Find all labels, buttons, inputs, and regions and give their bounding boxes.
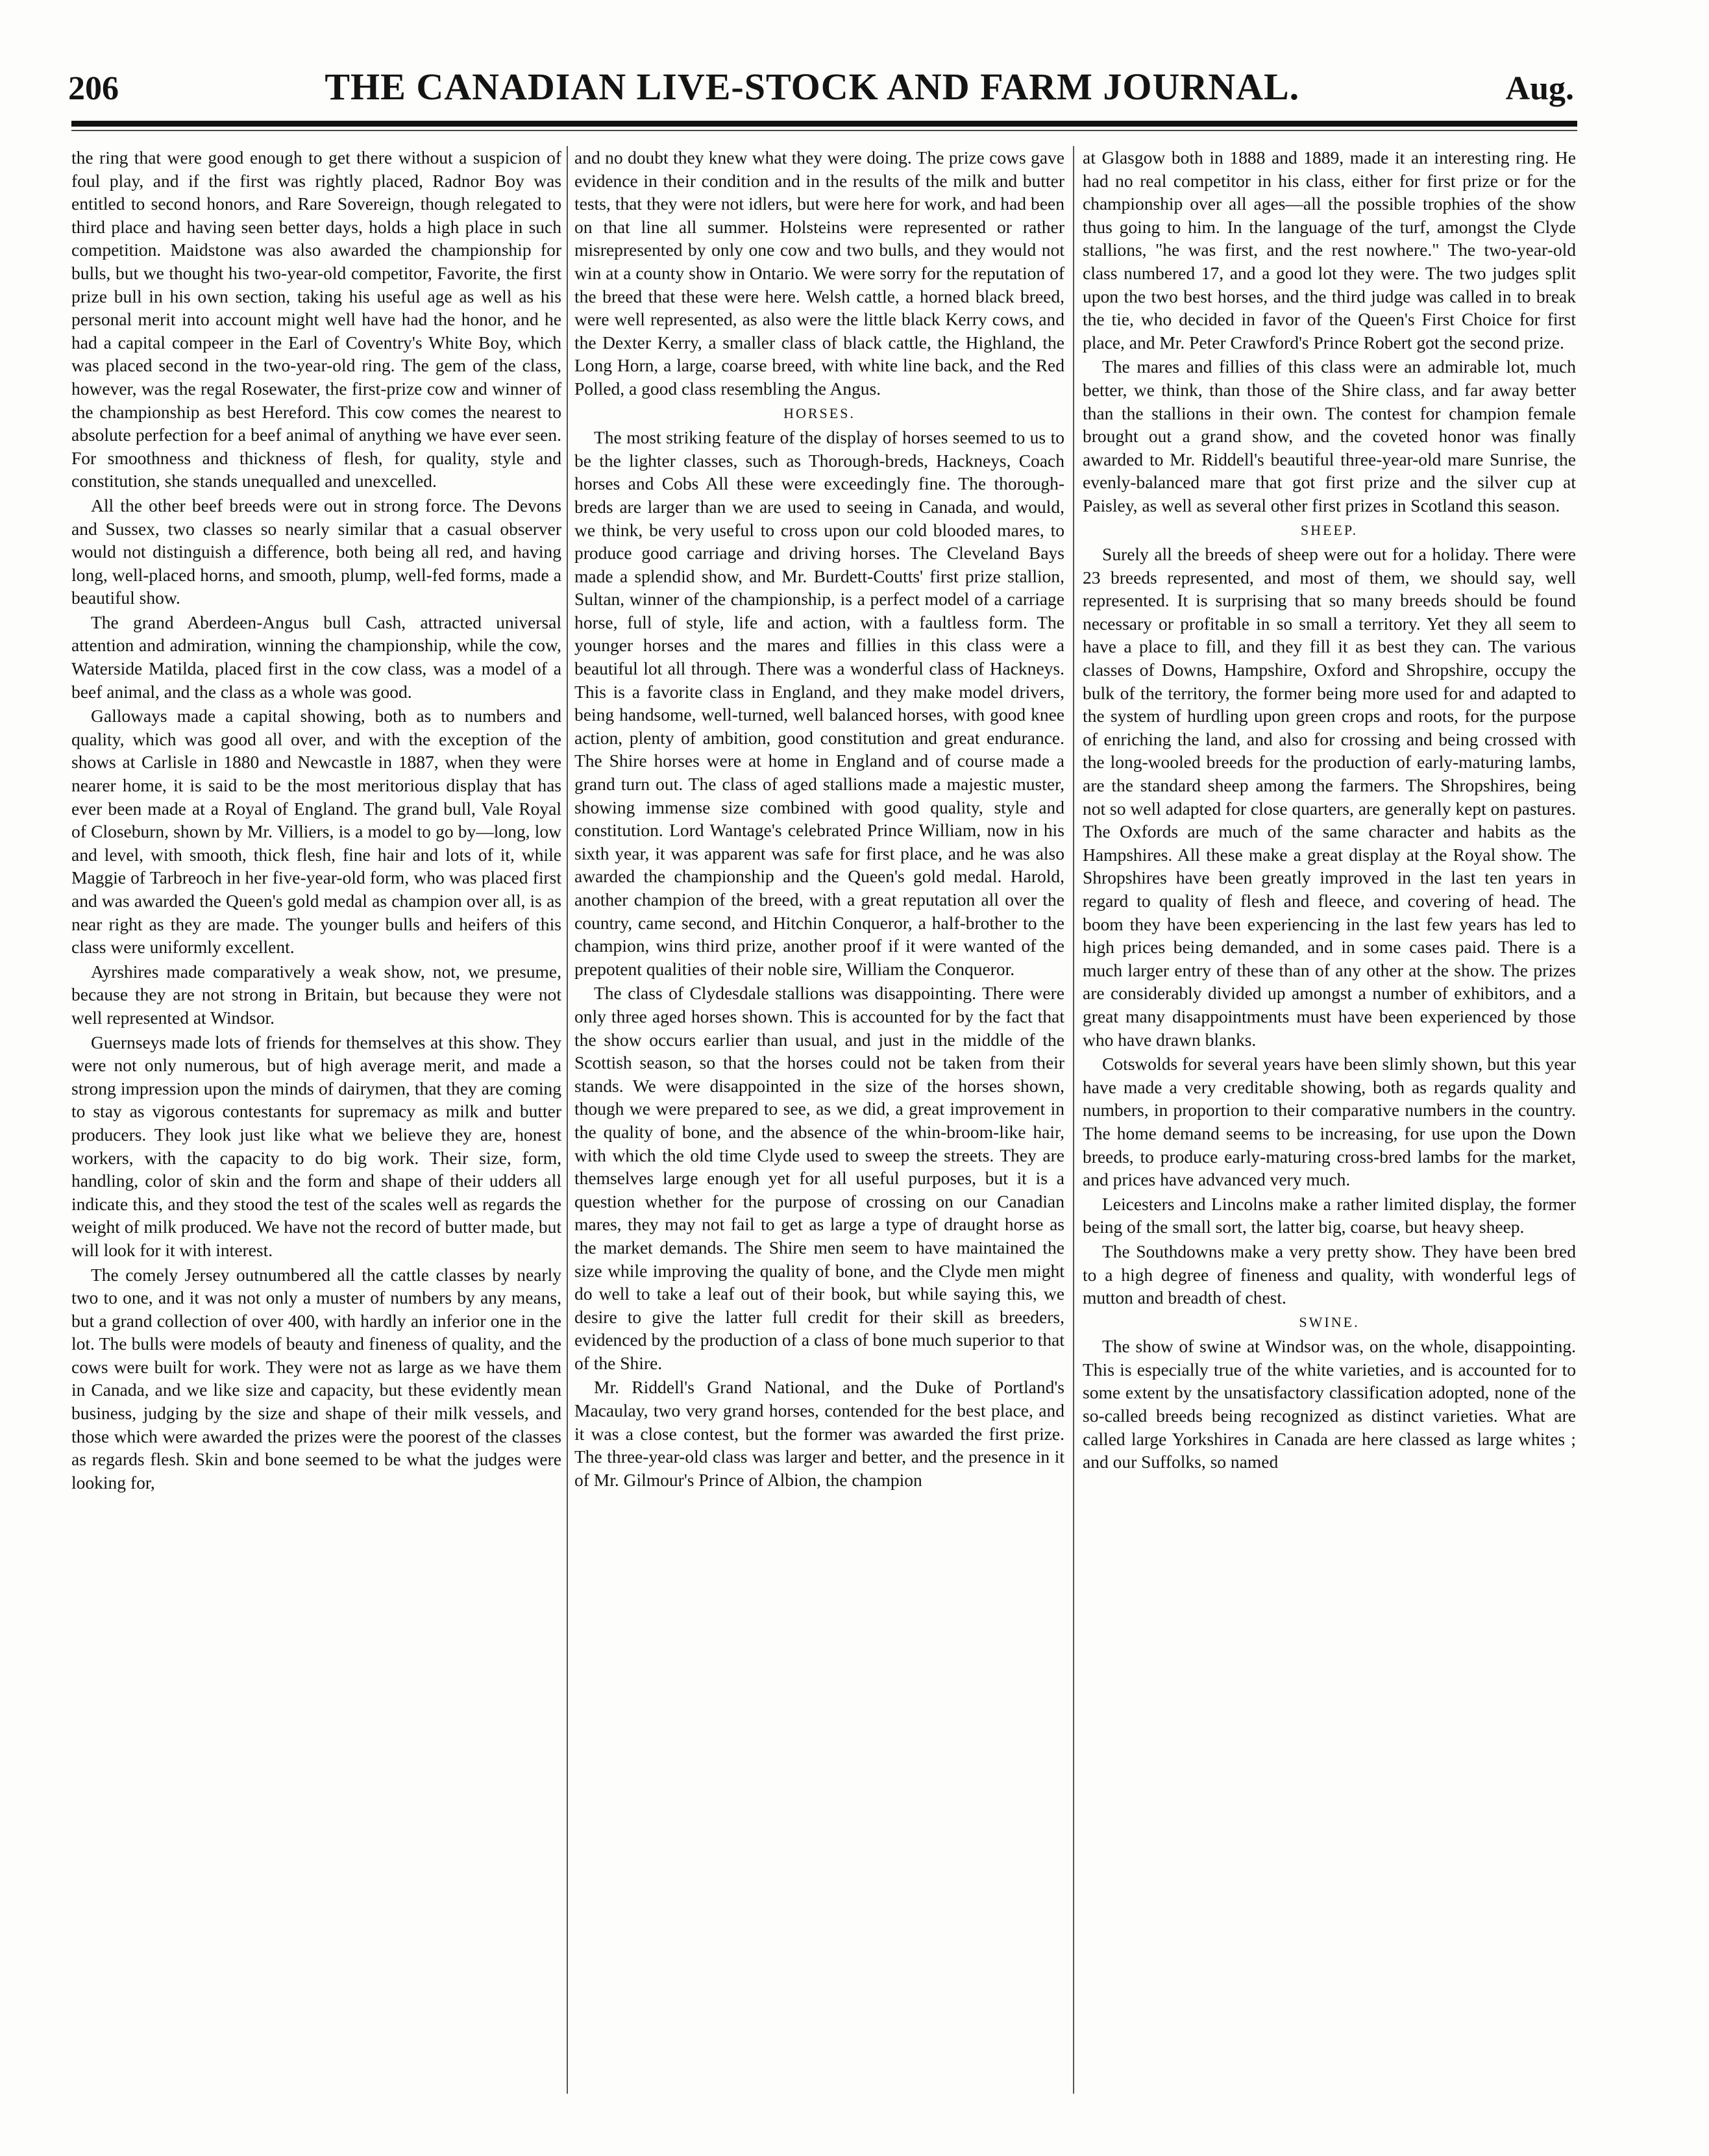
paragraph: Surely all the breeds of sheep were out for a holiday. There were 23 breeds represented, and most of them, we should say, well represented. It is surprising that so many breeds should be found necessary or profitable in so small a territory. Yet they all seem to have a place to fill, and they fill it as best they can. The various classes of Downs, Hampshire, Oxford and Shropshire, occupy the bulk of the territory, the former being more used for and adapted to the system of hurdling upon green crops and roots, for the purpose of enriching the land, and also for crossing and being crossed with the long-wooled breeds for the production of early-maturing lambs, are the standard sheep among the farmers. The Shropshires, being not so well adapted for close quarters, are generally kept on pastures. The Oxfords are much of the same character and habits as the Hampshires. All these make a great display at the Royal show. The Shropshires have been greatly improved in the last ten years in regard to quality of flesh and fleece, and covering of head. The boom they have been experiencing in the last few years has led to high prices being demanded, and in some cases paid. There is a much larger entry of these than of any other at the show. The prizes are considerably divided up amongst a number of exhibitors, and a great many disappointments must have been experienced by those who have drawn blanks.	[1083, 544, 1576, 1050]
column-2	[574, 146, 1064, 2107]
column-1	[71, 146, 561, 2107]
paragraph: The mares and fillies of this class were an admirable lot, much better, we think, than those of the Shire class, and far away better than the stallions in their own. The contest for champion female brought out a grand show, and the coveted honor was finally awarded to Mr. Riddell's beautiful three-year-old mare Sunrise, the evenly-balanced mare that got first prize and the silver cup at Paisley, as well as several other first prizes in Scotland this season.	[1083, 356, 1576, 515]
paragraph: The class of Clydesdale stallions was disappointing. There were only three aged horses shown. This is accounted for by the fact that the show occurs earlier than usual, and just in the middle of the Scottish season, so that the horses could not be taken from their stands. We were disappointed in the size of the horses shown, though we were prepared to see, as we did, a great improvement in the quality of bone, and the absence of the whin-broom-like hair, with which the old time Clyde used to sweep the streets. They are themselves large enough yet for all useful purposes, but it is a question whether for the purpose of crossing on our Canadian mares, they may not fail to get as large a type of draught horse as the market demands. The Shire men seem to have maintained the size while improving the quality of bone, and the Clyde men might do well to take a leaf out of their book, but while saying this, we desire to give the latter full credit for their skill as breeders, evidenced by the production of a class of bone much superior to that of the Shire.	[574, 983, 1064, 1373]
paragraph: The most striking feature of the display of horses seemed to us to be the lighter classes, such as Thorough-breds, Hackneys, Coach horses and Cobs All these were exceedingly fine. The thorough-breds are larger than we are used to seeing in Canada, and would, we think, be very useful to cross upon our cold blooded mares, to produce good carriage and driving horses. The Cleveland Bays made a splendid show, and Mr. Burdett-Coutts' first prize stallion, Sultan, winner of the championship, is a perfect model of a carriage horse, full of style, life and action, with a faultless form. The younger horses and the mares and fillies in this class were a beautiful lot all through. There was a wonderful class of Hackneys. This is a favorite class in England, and they make model drivers, being handsome, well-turned, well balanced horses, with good knee action, plenty of ambition, good constitution and great endurance. The Shire horses were at home in England and of course made a grand turn out. The class of aged stallions made a majestic muster, showing immense size combined with good quality, style and constitution. Lord Wantage's celebrated Prince William, now in his sixth year, it was apparent was safe for first place, and he was also awarded the championship and the Queen's gold medal. Harold, another champion of the breed, with a great reputation all over the country, came second, and Hitchin Conqueror, a half-brother to the champion, wins third prize, another proof if it were wanted of the prepotent qualities of their noble sire, William the Conqueror.	[574, 427, 1064, 979]
section-heading-swine: SWINE.	[1299, 1313, 1360, 1330]
page-header	[68, 65, 1574, 117]
paragraph: All the other beef breeds were out in strong force. The Devons and Sussex, two classes so nearly similar that a casual observer would not distinguish a difference, both being all red, and having long, well-placed horns, and smooth, plump, well-fed forms, made a beautiful show.	[71, 495, 561, 608]
header-rule	[71, 121, 1577, 127]
paragraph: Guernseys made lots of friends for themselves at this show. They were not only numerous, but of high average merit, and made a strong impression upon the minds of dairymen, that they are coming to stay as vigorous contestants for supremacy as milk and butter producers. They look just like what we believe they are, honest workers, with the capacity to do big work. Their size, form, handling, color of skin and the form and shape of their udders all indicate this, and they stood the test of the scales well as regards the weight of milk produced. We have not the record of butter made, but will look for it with interest.	[71, 1032, 561, 1260]
page-number: 206	[68, 70, 119, 107]
paragraph: Cotswolds for several years have been slimly shown, but this year have made a very creditable showing, both as regards quality and numbers, in proportion to their comparative numbers in the country. The home demand seems to be increasing, for use upon the Down breeds, to produce early-maturing cross-bred lambs for the market, and prices have advanced very much.	[1083, 1054, 1576, 1190]
paragraph: and no doubt they knew what they were doing. The prize cows gave evidence in their condition and in the results of the milk and butter tests, that they were not idlers, but were here for work, and had been on that line all summer. Holsteins were represented or rather misrepresented by only one cow and two bulls, and they would not win at a county show in Ontario. We were sorry for the reputation of the breed that these were here. Welsh cattle, a horned black breed, were well represented, as also were the little black Kerry cows, and the Dexter Kerry, a smaller class of black cattle, the Highland, the Long Horn, a large, coarse breed, with white line back, and the Red Polled, a good class resembling the Angus.	[574, 147, 1064, 399]
journal-title: THE CANADIAN LIVE-STOCK AND FARM JOURNAL.	[325, 66, 1300, 108]
section-heading-sheep: SHEEP.	[1300, 521, 1359, 538]
paragraph: Mr. Riddell's Grand National, and the Duke of Portland's Macaulay, two very grand horses, contended for the best place, and it was a close contest, but the former was awarded the first prize. The three-year-old class was larger and better, and the presence in it of Mr. Gilmour's Prince of Albion, the champion	[574, 1377, 1064, 1490]
column-divider	[567, 146, 568, 2094]
paragraph: The Southdowns make a very pretty show. They have been bred to a high degree of fineness and quality, with wonderful legs of mutton and breadth of chest.	[1083, 1241, 1576, 1308]
paragraph: Leicesters and Lincolns make a rather limited display, the former being of the small sort, the latter big, coarse, but heavy sheep.	[1083, 1193, 1576, 1237]
column-3	[1083, 146, 1576, 2107]
header-rule-thin	[71, 130, 1577, 131]
paragraph: The show of swine at Windsor was, on the whole, disappointing. This is especially true of the white varieties, and is accounted for to some extent by the unsatisfactory classification adopted, none of the so-called breeds being recognized as distinct varieties. What are called large Yorkshires in Canada are here classed as large whites ; and our Suffolks, so named	[1083, 1336, 1576, 1472]
column-divider	[1073, 146, 1074, 2094]
paragraph: The comely Jersey outnumbered all the cattle classes by nearly two to one, and it was not only a muster of numbers by any means, but a grand collection of over 400, with hardly an inferior one in the lot. The bulls were models of beauty and fineness of quality, and the cows were built for work. They were not as large as we have them in Canada, and we like size and capacity, but these evidently mean business, judging by the size and shape of their milk vessels, and those which were awarded the prizes were the poorest of the classes as regards flesh. Skin and bone seemed to be what the judges were looking for,	[71, 1264, 561, 1493]
paragraph: Galloways made a capital showing, both as to numbers and quality, which was good all over, and with the exception of the shows at Carlisle in 1880 and Newcastle in 1887, when they were nearer home, it is said to be the most meritorious display that has ever been made at a Royal of England. The grand bull, Vale Royal of Closeburn, shown by Mr. Villiers, is a model to go by—long, low and level, with smooth, thick flesh, fine hair and lots of it, while Maggie of Tarbreoch in her five-year-old form, who was placed first and was awarded the Queen's gold medal as champion over all, is as near right as they are made. The younger bulls and heifers of this class were uniformly excellent.	[71, 706, 561, 958]
issue-month: Aug.	[1505, 70, 1574, 107]
paragraph: at Glasgow both in 1888 and 1889, made it an interesting ring. He had no real competitor in his class, either for first prize or for the championship over all ages—all the possible trophies of the show thus going to him. In the language of the turf, amongst the Clyde stallions, "he was first, and the rest nowhere." The two-year-old class numbered 17, and a good lot they were. The two judges split upon the two best horses, and the third judge was called in to break the tie, who decided in favor of the Queen's First Choice for first place, and Mr. Peter Crawford's Prince Robert got the second prize.	[1083, 147, 1576, 353]
section-heading-horses: HORSES.	[783, 404, 855, 421]
paragraph: Ayrshires made comparatively a weak show, not, we presume, because they are not strong in Britain, but because they were not well represented at Windsor.	[71, 961, 561, 1028]
paragraph: The grand Aberdeen-Angus bull Cash, attracted universal attention and admiration, winning the championship, while the cow, Waterside Matilda, placed first in the cow class, was a model of a beef animal, and the class as a whole was good.	[71, 612, 561, 702]
paragraph: the ring that were good enough to get there without a suspicion of foul play, and if the first was rightly placed, Radnor Boy was entitled to second honors, and Rare Sovereign, though relegated to third place and having seen better days, holds a high place in such competition. Maidstone was also awarded the championship for bulls, but we thought his two-year-old competitor, Favorite, the first prize bull in his own section, taking his useful age as well as his personal merit into account might well have had the honor, and he had a capital compeer in the Earl of Coventry's White Boy, which was placed second in the two-year-old ring. The gem of the class, however, was the regal Rosewater, the first-prize cow and winner of the championship as best Hereford. This cow comes the nearest to absolute perfection for a beef animal of anything we have ever seen. For smoothness and thickness of flesh, for quality, style and constitution, she stands unequalled and unexcelled.	[71, 147, 561, 491]
